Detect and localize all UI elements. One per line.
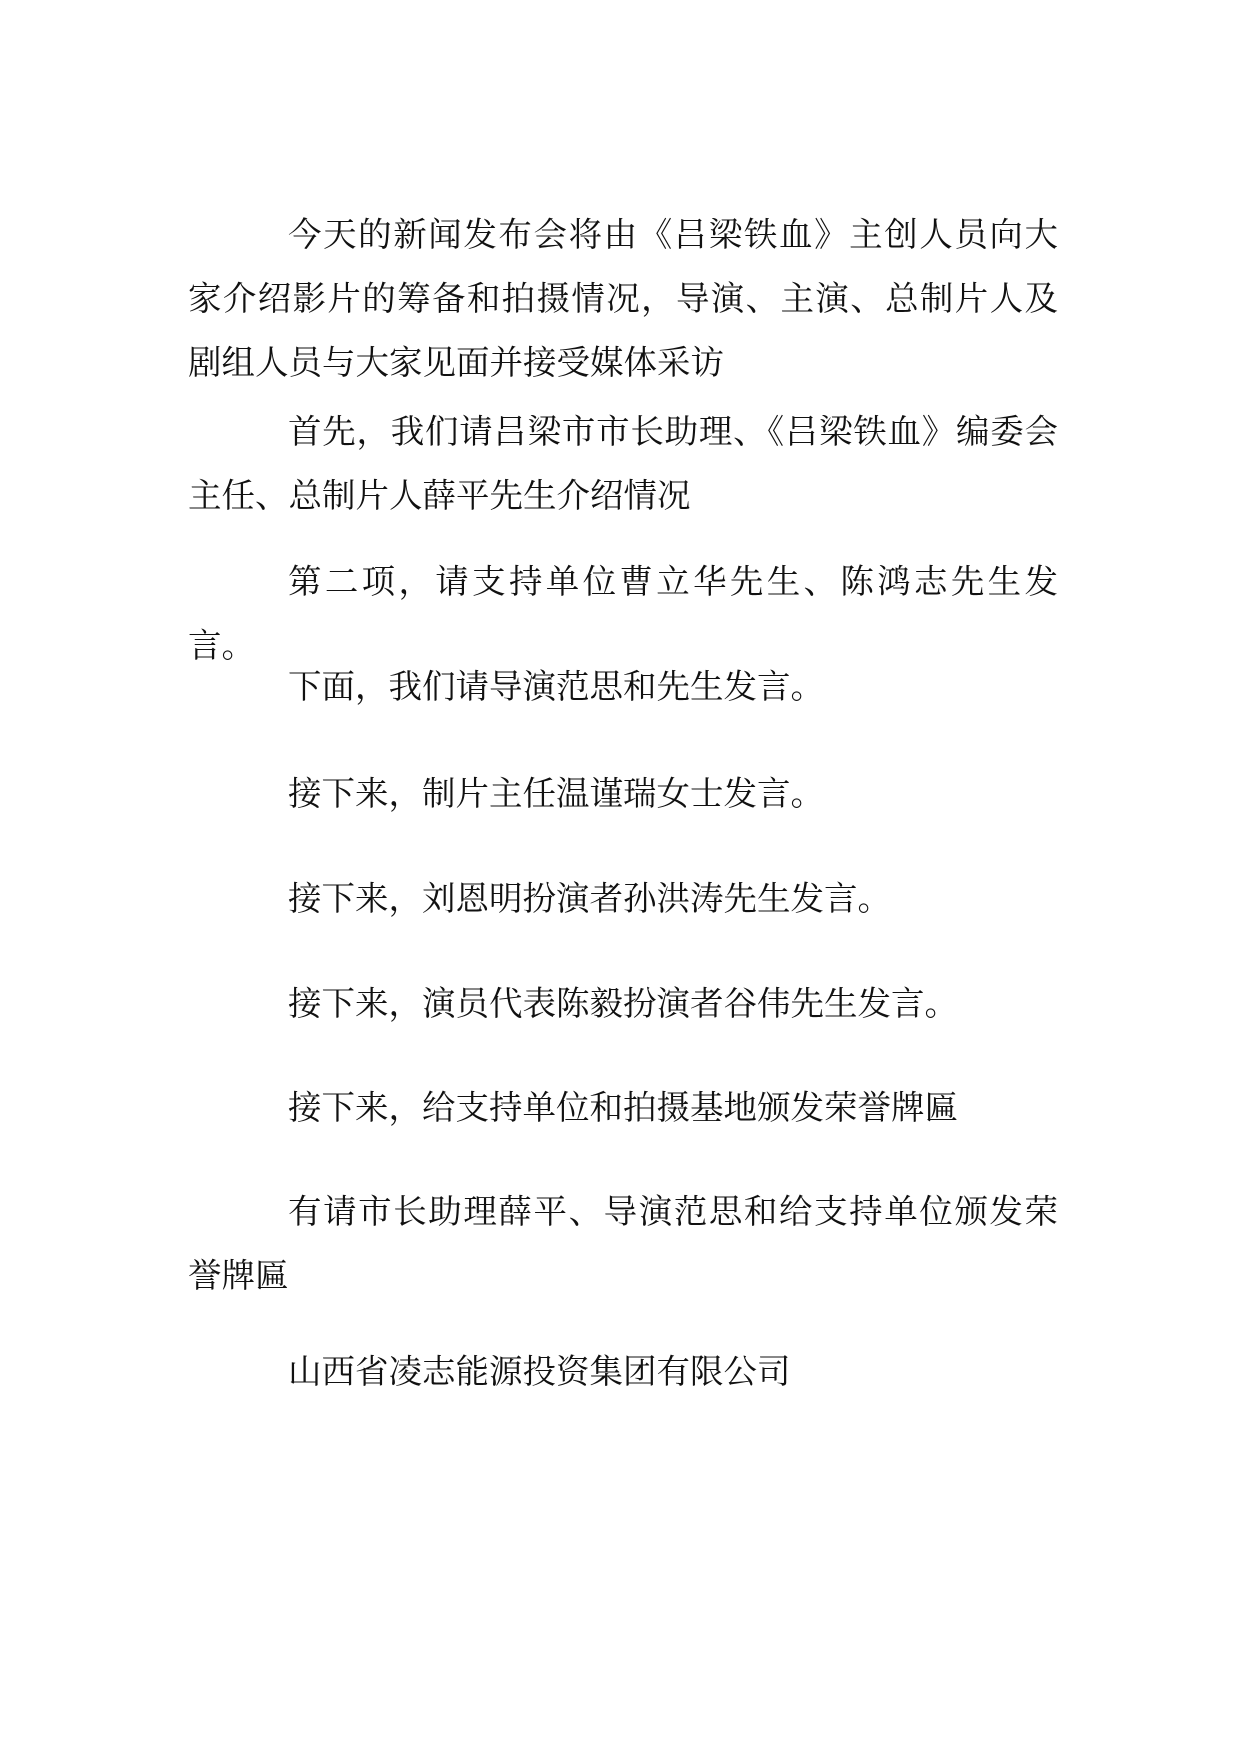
paragraph-first-speaker: 首先，我们请吕梁市市长助理、《吕梁铁血》编委会主任、总制片人薛平先生介绍情况 xyxy=(188,412,1058,515)
paragraph-director-speech: 下面，我们请导演范思和先生发言。 xyxy=(288,667,824,706)
paragraph-company-name: 山西省凌志能源投资集团有限公司 xyxy=(288,1352,791,1391)
paragraph-actor-speech: 接下来，刘恩明扮演者孙洪涛先生发言。 xyxy=(288,879,891,918)
paragraph-second-item: 第二项，请支持单位曹立华先生、陈鸿志先生发言。 xyxy=(188,562,1058,665)
paragraph-award-plaques: 接下来，给支持单位和拍摄基地颁发荣誉牌匾 xyxy=(288,1088,958,1127)
paragraph-award-presenters: 有请市长助理薛平、导演范思和给支持单位颁发荣誉牌匾 xyxy=(188,1192,1058,1295)
paragraph-actor-representative-speech: 接下来，演员代表陈毅扮演者谷伟先生发言。 xyxy=(288,984,958,1023)
paragraph-press-conference-intro: 今天的新闻发布会将由《吕梁铁血》主创人员向大家介绍影片的筹备和拍摄情况，导演、主演、总制片人及剧组人员与大家见面并接受媒体采访 xyxy=(188,215,1058,382)
paragraph-production-manager-speech: 接下来，制片主任温谨瑞女士发言。 xyxy=(288,774,824,813)
